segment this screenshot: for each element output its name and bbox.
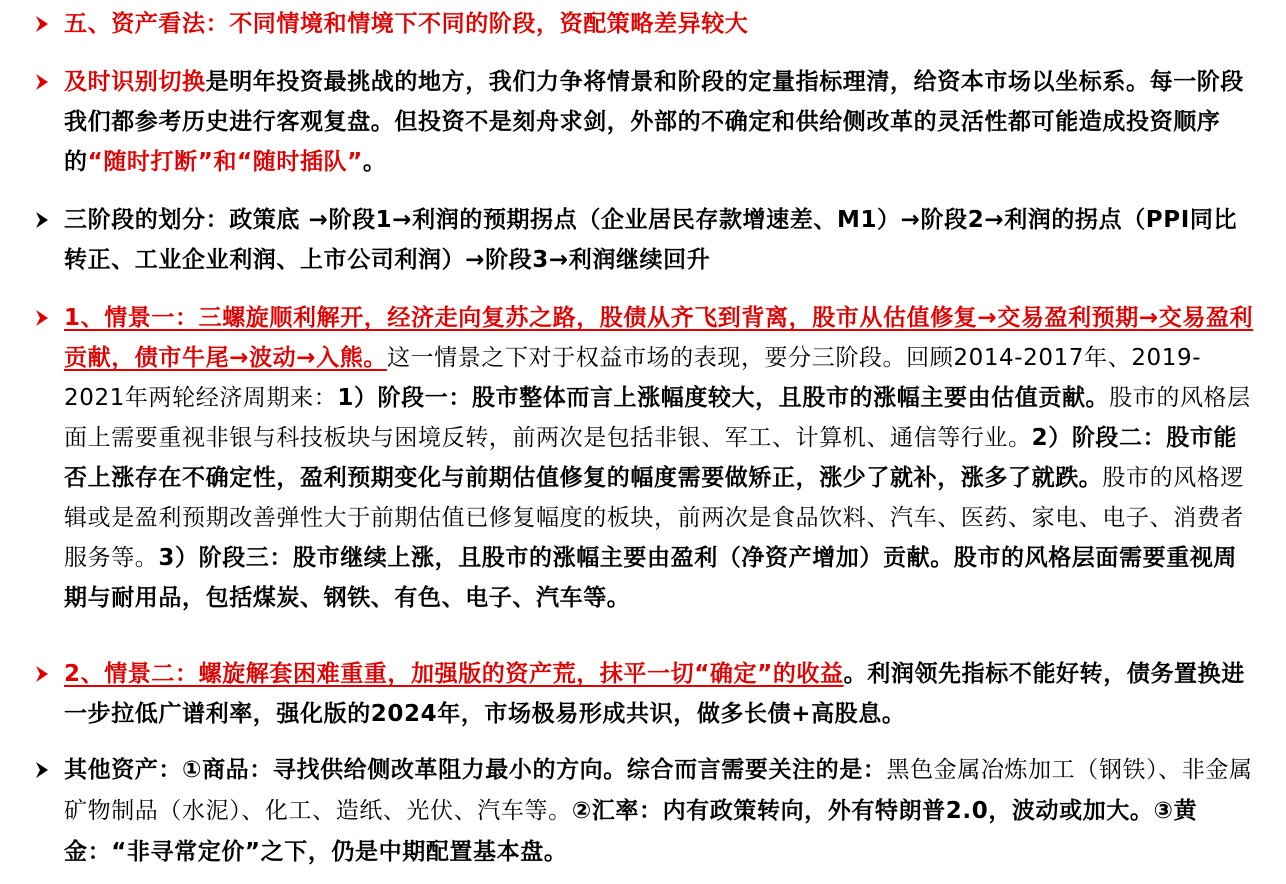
paragraph-other-assets	[64, 750, 1260, 873]
stage1-bold: 1）阶段一：股市整体而言上涨幅度较大，且股市的涨幅主要由估值贡献。	[337, 385, 1110, 411]
arrowhead-bullet-icon	[34, 4, 56, 44]
paragraph-scenario-two	[64, 654, 1260, 734]
other-assets-bold2: ②汇率：内有政策转向，外有特朗普2.0，波动或加大。③黄金：“非寻常定价”之下，仍是中期配置基本盘。	[64, 798, 1198, 865]
scenario-two-title: 2、情景二：螺旋解套困难重重，加强版的资产荒，抹平一切“确定”的收益	[64, 661, 844, 687]
bullet-other-assets	[34, 750, 1260, 874]
bullet-three-stages	[34, 200, 1260, 280]
paragraph-scenario-one	[64, 298, 1260, 618]
red-quote: “随时打断”和“随时插队”	[87, 149, 363, 175]
red-lead: 及时识别切换	[64, 69, 206, 95]
scenario-one-title: 1、情景一：三螺旋顺利解开，经济走向复苏之路，股债从齐飞到背离，股市从估值修复→交易盈利预期→交易盈利贡献，债市牛尾→波动→入熊。	[64, 305, 1254, 371]
p1-end: 。	[362, 149, 387, 175]
stage2-bold: 2）阶段二：股市能否上涨存在不确定性，盈利预期变化与前期估值修复的幅度需要做矫正，涨少了就补，涨多了就跌。	[64, 425, 1238, 491]
arrowhead-bullet-icon	[34, 62, 56, 102]
bullet-scenario-two	[34, 654, 1260, 734]
heading-block	[34, 4, 1260, 44]
other-assets-text1: 黑色金属冶炼加工（钢铁）、非金属矿物制品（水泥）、化工、造纸、光伏、汽车等。	[64, 757, 1253, 824]
arrowhead-bullet-icon	[34, 750, 56, 790]
arrowhead-bullet-icon	[34, 200, 56, 240]
arrowhead-bullet-icon	[34, 654, 56, 694]
p1-text: 是明年投资最挑战的地方，我们力争将情景和阶段的定量指标理清，给资本市场以坐标系。每一阶段我们都参考历史进行客观复盘。但投资不是刻舟求剑，外部的不确定和供给侧改革的灵活性都可能造成投资顺序的	[64, 69, 1245, 175]
scenario-one-intro: 这一情景之下对于权益市场的表现，要分三阶段。回顾2014-2017年、2019-2021年两轮经济周期来：	[64, 345, 1202, 411]
bullet-scenario-one	[34, 298, 1260, 638]
arrowhead-bullet-icon	[34, 298, 56, 338]
paragraph-timely-switch	[64, 62, 1260, 182]
scenario-two-text: 。利润领先指标不能好转，债务置换进一步拉低广谱利率，强化版的2024年，市场极易形成共识，做多长债+高股息。	[64, 661, 1245, 727]
paragraph-three-stages: 三阶段的划分：政策底 →阶段1→利润的预期拐点（企业居民存款增速差、M1）→阶段2→利润的拐点（PPI同比转正、工业企业利润、上市公司利润）→阶段3→利润继续回升	[64, 207, 1238, 273]
bullet-timely-switch	[34, 62, 1260, 182]
stage1-text: 股市的风格层面上需要重视非银与科技板块与困境反转，前两次是包括非银、军工、计算机、通信等行业。	[64, 385, 1251, 451]
stage3-bold: 3）阶段三：股市继续上涨，且股市的涨幅主要由盈利（净资产增加）贡献。股市的风格层面需要重视周期与耐用品，包括煤炭、钢铁、有色、电子、汽车等。	[64, 545, 1238, 611]
other-assets-bold1: 其他资产：①商品：寻找供给侧改革阻力最小的方向。综合而言需要关注的是：	[64, 757, 887, 783]
stage2-text: 股市的风格逻辑或是盈利预期改善弹性大于前期估值已修复幅度的板块，前两次是食品饮料、汽车、医药、家电、电子、消费者服务等。	[64, 465, 1245, 571]
section-heading: 五、资产看法：不同情境和情境下不同的阶段，资配策略差异较大	[64, 11, 749, 37]
